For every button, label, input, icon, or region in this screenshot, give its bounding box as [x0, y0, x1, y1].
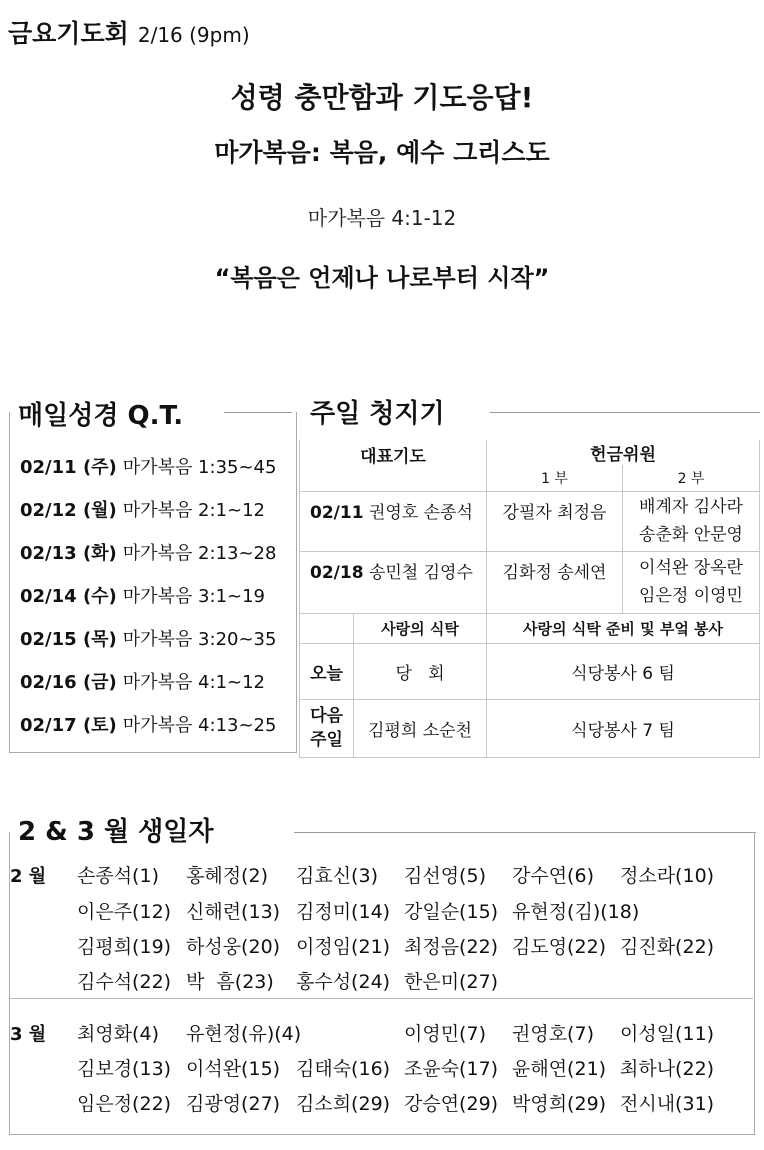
prep-team: 식당봉사 7 팀	[487, 699, 760, 757]
birthday-name: 강수연(6)	[512, 865, 594, 887]
prayer-names: 권영호 손종석	[368, 502, 473, 523]
birthday-name: 김소희(29)	[296, 1093, 391, 1115]
service1-names: 김화정 송세연	[487, 551, 623, 613]
birthday-name: 권영호(7)	[512, 1023, 594, 1045]
row-label: 오늘	[300, 643, 354, 699]
service2-names: 임은정 이영민	[639, 586, 743, 606]
qt-passage: 마가복음 2:13~28	[122, 543, 277, 564]
sermon-scripture: 마가복음 4:1-12	[307, 206, 457, 230]
birthday-name: 김진화(22)	[620, 936, 715, 958]
sermon-quote: “복음은 언제나 나로부터 시작”	[214, 264, 550, 292]
birthday-name: 강승연(29)	[404, 1093, 499, 1115]
prep-team: 식당봉사 6 팀	[487, 643, 760, 699]
sermon-headline: 성령 충만함과 기도응답!	[230, 81, 534, 114]
birthday-name: 김정미(14)	[296, 901, 391, 923]
birthday-section-title: 2 & 3 월 생일자	[18, 817, 214, 847]
month-label: 3 월	[10, 1024, 47, 1045]
chungjigi-section-title: 주일 청지기	[310, 399, 445, 429]
page-title: 금요기도회	[8, 19, 129, 48]
service2-names: 이석완 장옥란	[639, 558, 743, 578]
birthday-name: 한은미(27)	[404, 971, 499, 993]
birthday-name: 김태숙(16)	[296, 1058, 391, 1080]
birthday-name: 김수석(22)	[77, 971, 172, 993]
birthday-name: 유현정(김)(18)	[512, 901, 640, 923]
row-label: 주일	[310, 730, 343, 750]
birthday-name: 김보경(13)	[77, 1058, 172, 1080]
birthday-name: 홍혜정(2)	[186, 865, 268, 887]
service2-names: 배계자 김사라	[639, 497, 743, 517]
qt-passage: 마가복음 1:35~45	[122, 457, 277, 478]
qt-section-title: 매일성경 Q.T.	[18, 401, 184, 431]
row-date: 02/11	[310, 502, 364, 523]
birthday-name: 최정음(22)	[404, 936, 499, 958]
birthday-name: 유현정(유)(4)	[186, 1023, 302, 1045]
birthday-name: 김효신(3)	[296, 865, 378, 887]
birthday-name: 이은주(12)	[77, 901, 172, 923]
birthday-name: 윤해연(21)	[512, 1058, 607, 1080]
qt-passage: 마가복음 4:1~12	[122, 672, 266, 693]
birthday-name: 하성웅(20)	[186, 936, 281, 958]
birthday-name: 김광영(27)	[186, 1093, 281, 1115]
birthday-name: 강일순(15)	[404, 901, 499, 923]
birthday-name: 정소라(10)	[620, 865, 715, 887]
birthday-name: 최하나(22)	[620, 1058, 715, 1080]
birthday-name: 이영민(7)	[404, 1023, 486, 1045]
birthday-name: 김평희(19)	[77, 936, 172, 958]
birthday-name: 신해련(13)	[186, 901, 281, 923]
service2-names: 송춘화 안문영	[639, 525, 743, 545]
qt-date: 02/14 (수)	[20, 586, 117, 607]
row-date: 02/18	[310, 562, 364, 583]
birthday-name: 김선영(5)	[404, 865, 486, 887]
prayer-names: 송민철 김영수	[368, 562, 473, 583]
month-label: 2 월	[10, 866, 47, 887]
qt-date: 02/13 (화)	[20, 543, 117, 564]
qt-date: 02/12 (월)	[20, 500, 117, 521]
meal-team: 김평희 소순천	[354, 699, 487, 757]
meal-team: 당 회	[354, 643, 487, 699]
birthday-name: 홍수성(24)	[296, 971, 391, 993]
birthday-name: 박영희(29)	[512, 1093, 607, 1115]
qt-date: 02/16 (금)	[20, 672, 117, 693]
birthday-name: 조윤숙(17)	[404, 1058, 499, 1080]
birthday-name: 이석완(15)	[186, 1058, 281, 1080]
qt-passage: 마가복음 3:1~19	[122, 586, 266, 607]
offering-header: 헌금위원	[487, 440, 760, 465]
qt-passage: 마가복음 2:1~12	[122, 500, 266, 521]
meal-header: 사랑의 식탁	[354, 613, 487, 643]
birthday-name: 손종석(1)	[77, 865, 159, 887]
birthday-name: 최영화(4)	[77, 1023, 159, 1045]
birthday-name: 이정임(21)	[296, 936, 391, 958]
prep-header: 사랑의 식탁 준비 및 부엌 봉사	[487, 613, 760, 643]
qt-passage: 마가복음 4:13~25	[122, 715, 277, 736]
service1-names: 강필자 최정음	[487, 491, 623, 551]
birthday-name: 김도영(22)	[512, 936, 607, 958]
qt-date: 02/15 (목)	[20, 629, 117, 650]
birthday-name: 박 흠(23)	[186, 971, 274, 993]
service2-header: 2 부	[623, 465, 760, 491]
service1-header: 1 부	[487, 465, 623, 491]
prayer-header: 대표기도	[300, 440, 487, 491]
qt-passage: 마가복음 3:20~35	[122, 629, 277, 650]
qt-date: 02/11 (주)	[20, 457, 117, 478]
birthday-name: 임은정(22)	[77, 1093, 172, 1115]
qt-date: 02/17 (토)	[20, 715, 117, 736]
row-label: 다음	[310, 706, 343, 726]
birthday-name: 전시내(31)	[620, 1093, 715, 1115]
sermon-subtitle: 마가복음: 복음, 예수 그리스도	[214, 138, 550, 167]
birthday-name: 이성일(11)	[620, 1023, 715, 1045]
event-date: 2/16 (9pm)	[137, 23, 250, 47]
